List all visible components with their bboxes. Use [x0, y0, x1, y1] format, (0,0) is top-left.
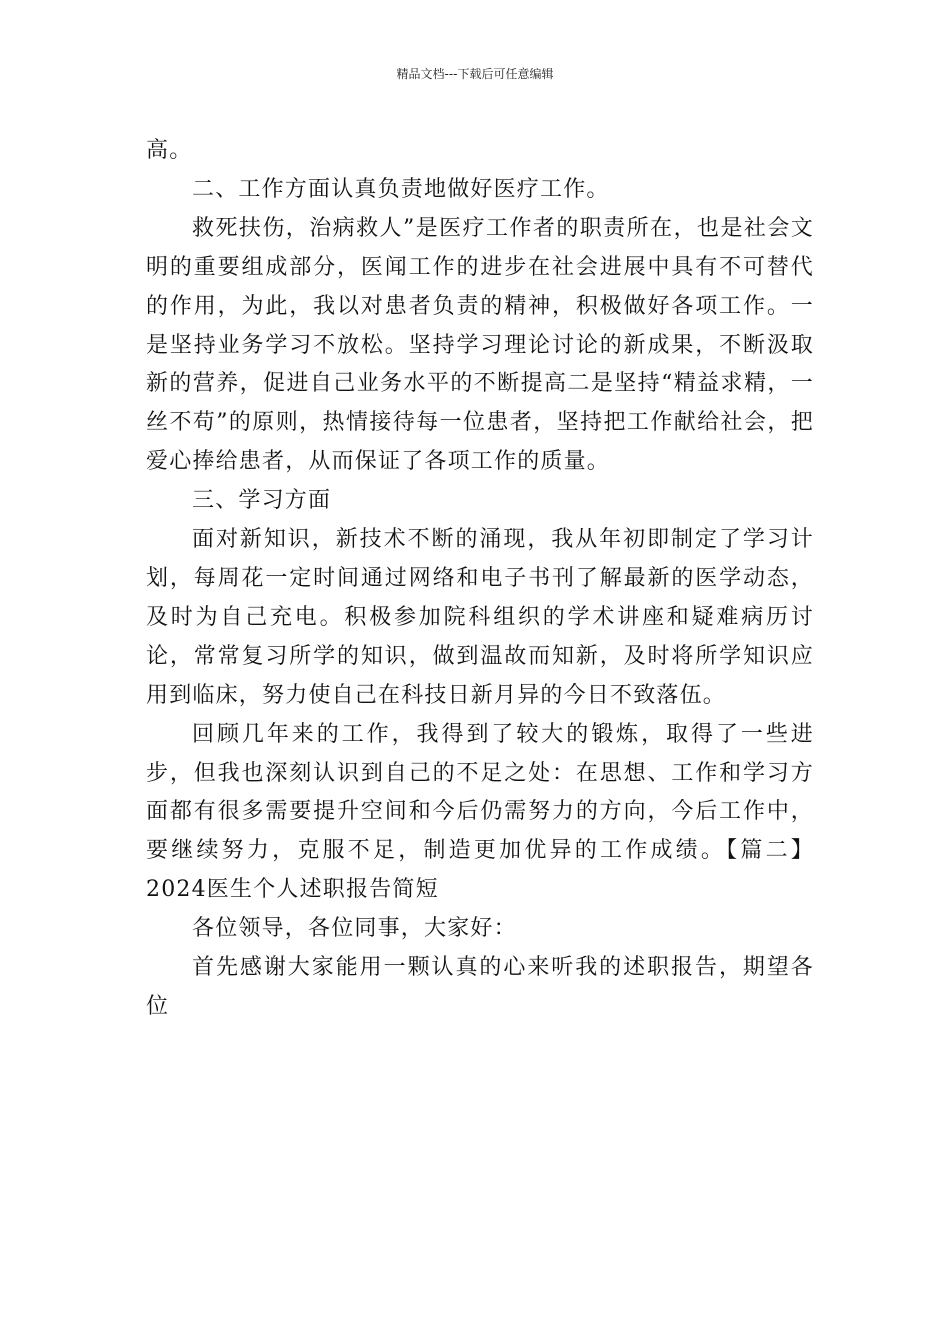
page-header: 精品文档---下载后可任意编辑 [396, 67, 554, 81]
section-heading-work: 二、工作方面认真负责地做好医疗工作。 [192, 176, 610, 202]
paragraph-opening: 首先感谢大家能用一颗认真的心来听我的述职报告，期望各位 [146, 955, 814, 1019]
paragraph-medical-duty: 救死扶伤，治病救人”是医疗工作者的职责所在，也是社会文明的重要组成部分，医闻工作的进步在社会进展中具有不可替代的作用，为此，我以对患者负责的精神，积极做好各项工作。一是坚持业务学习不放松。坚持学习理论讨论的新成果，不断汲取新的营养，促进自己业务水平的不断提高二是坚持“精益求精，一丝不苟”的原则，热情接待每一位患者，坚持把工作献给社会，把爱心捧给患者，从而保证了各项工作的质量。 [146, 215, 814, 475]
paragraph-continuation: 高。 [146, 138, 193, 163]
document-body [146, 132, 814, 1027]
paragraph-greeting: 各位领导，各位同事，大家好： [192, 916, 517, 942]
paragraph-study-plan: 面对新知识，新技术不断的涌现，我从年初即制定了学习计划，每周花一定时间通过网络和电子书刊了解最新的医学动态，及时为自己充电。积极参加院科组织的学术讲座和疑难病历讨论，常常复习所学的知识，做到温故而知新，及时将所学知识应用到临床，努力使自己在科技日新月异的今日不致落伍。 [146, 527, 814, 708]
section-heading-study: 三、学习方面 [192, 488, 332, 514]
paragraph-review: 回顾几年来的工作，我得到了较大的锻炼，取得了一些进步，但我也深刻认识到自己的不足之处：在思想、工作和学习方面都有很多需要提升空间和今后仍需努力的方向，今后工作中，要继续努力，克服不足，制造更加优异的工作成绩。【篇二】2024医生个人述职报告简短 [146, 721, 814, 903]
